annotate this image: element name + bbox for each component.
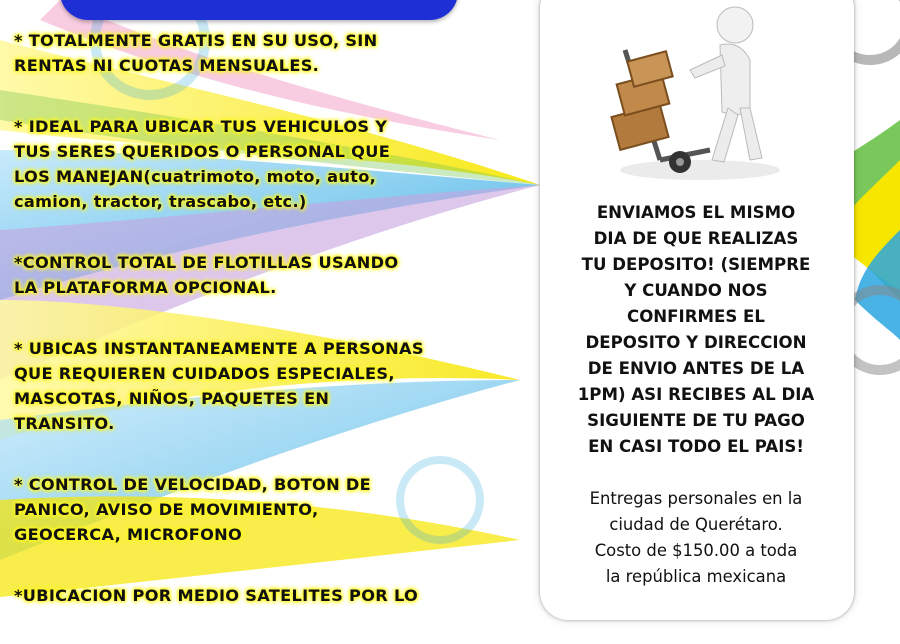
feature-item: * CONTROL DE VELOCIDAD, BOTON DE PANICO, AVISO DE MOVIMIENTO, GEOCERCA, MICROFONO [14,475,371,544]
shipping-headline: ENVIAMOS EL MISMO DIA DE QUE REALIZAS TU DEPOSITO! (SIEMPRE Y CUANDO NOS CONFIRMES EL DEPOSITO Y DIRECCION DE ENVIO ANTES DE LA 1PM) ASI RECIBES AL DIA SIGUIENTE DE TU PAGO EN CASI TODO EL PAIS! [577,203,815,456]
shipping-info [548,200,844,590]
features-list [14,28,504,644]
top-banner [60,0,458,20]
feature-item: * UBICAS INSTANTANEAMENTE A PERSONAS QUE REQUIEREN CUIDADOS ESPECIALES, MASCOTAS, NIÑOS, PAQUETES EN TRANSITO. [14,339,424,433]
delivery-note: Entregas personales en la ciudad de Querétaro. Costo de $150.00 a toda la república mexicana [589,489,803,586]
feature-item: *CONTROL TOTAL DE FLOTILLAS USANDO LA PLATAFORMA OPCIONAL. [14,253,399,297]
feature-item: * TOTALMENTE GRATIS EN SU USO, SIN RENTAS NI CUOTAS MENSUALES. [14,31,378,75]
delivery-man-hand-truck-icon [600,0,790,190]
feature-item: *UBICACION POR MEDIO SATELITES POR LO [14,586,419,605]
feature-item: * IDEAL PARA UBICAR TUS VEHICULOS Y TUS SERES QUERIDOS O PERSONAL QUE LOS MANEJAN(cuatrimoto, moto, auto, camion, tractor, trascabo, etc.) [14,117,391,211]
